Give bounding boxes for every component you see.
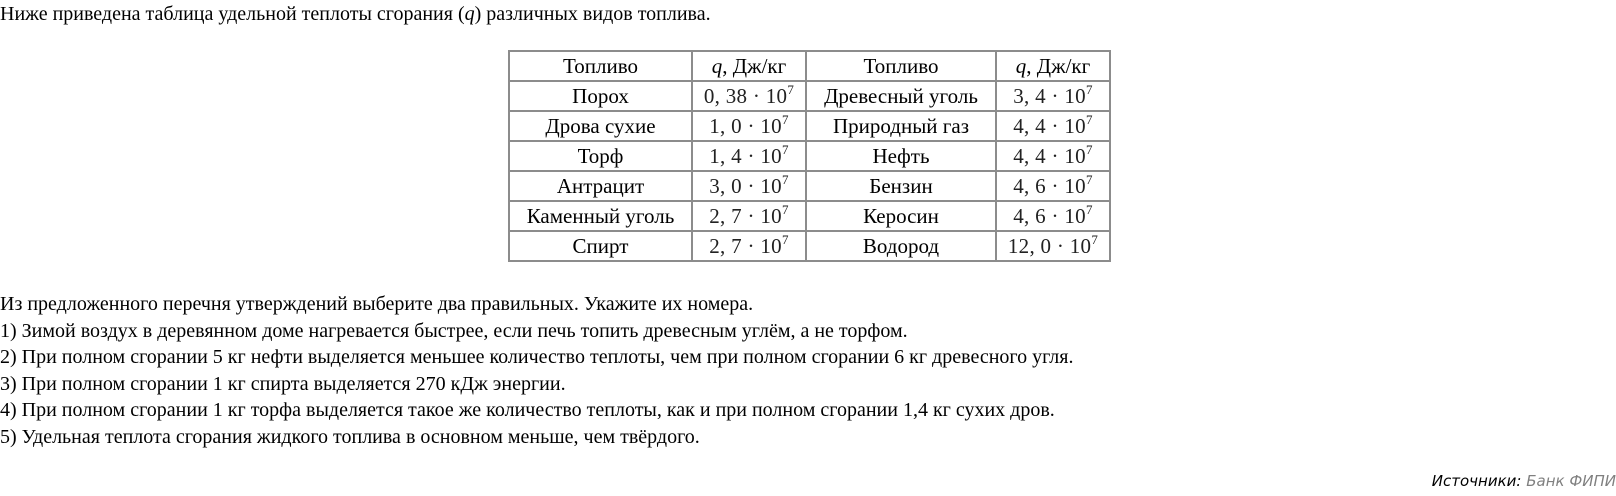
fuel-name: Нефть bbox=[806, 141, 996, 171]
q-value bbox=[692, 231, 806, 261]
q-value bbox=[692, 171, 806, 201]
q-value bbox=[996, 231, 1110, 261]
fuel-name: Природный газ bbox=[806, 111, 996, 141]
q-value bbox=[996, 171, 1110, 201]
q-value bbox=[692, 81, 806, 111]
statement-5: 5) Удельная теплота сгорания жидкого топлива в основном меньше, чем твёрдого. bbox=[0, 425, 700, 448]
fuel-name: Дрова сухие bbox=[509, 111, 692, 141]
task-block bbox=[0, 291, 1073, 451]
fuel-name: Керосин bbox=[806, 201, 996, 231]
q-value bbox=[692, 201, 806, 231]
q-exponent: 7 bbox=[781, 112, 789, 127]
table-row bbox=[509, 81, 1110, 111]
intro-before: Ниже приведена таблица удельной теплоты сгорания ( bbox=[0, 3, 465, 25]
q-mantissa: 4, 6 · 10 bbox=[1013, 204, 1086, 228]
q-unit: , Дж/кг bbox=[722, 54, 787, 78]
header-q-left bbox=[692, 51, 806, 81]
table-row bbox=[509, 111, 1110, 141]
q-value bbox=[692, 111, 806, 141]
q-symbol: q bbox=[711, 54, 723, 78]
q-exponent: 7 bbox=[781, 172, 789, 187]
table-row bbox=[509, 231, 1110, 261]
statement-2: 2) При полном сгорании 5 кг нефти выделяется меньшее количество теплоты, чем при полном сгорании 6 кг древесного угля. bbox=[0, 346, 1074, 369]
q-mantissa: 1, 0 · 10 bbox=[709, 114, 782, 138]
intro-text bbox=[0, 2, 711, 26]
table-row bbox=[509, 171, 1110, 201]
q-mantissa: 2, 7 · 10 bbox=[709, 234, 782, 258]
q-mantissa: 4, 4 · 10 bbox=[1013, 114, 1086, 138]
q-exponent: 7 bbox=[1085, 142, 1093, 157]
table-row bbox=[509, 141, 1110, 171]
q-symbol: q bbox=[464, 3, 475, 25]
table-header-row bbox=[509, 51, 1110, 81]
fuel-name: Каменный уголь bbox=[509, 201, 692, 231]
fuel-name: Порох bbox=[509, 81, 692, 111]
q-mantissa: 12, 0 · 10 bbox=[1007, 234, 1092, 258]
q-exponent: 7 bbox=[787, 82, 795, 97]
statement-1: 1) Зимой воздух в деревянном доме нагревается быстрее, если печь топить древесным углём, а не торфом. bbox=[0, 319, 908, 342]
q-exponent: 7 bbox=[1085, 202, 1093, 217]
q-exponent: 7 bbox=[781, 202, 789, 217]
q-mantissa: 3, 4 · 10 bbox=[1013, 84, 1086, 108]
source-label: Источники: bbox=[1431, 472, 1522, 490]
q-exponent: 7 bbox=[781, 232, 789, 247]
q-mantissa: 1, 4 · 10 bbox=[709, 144, 782, 168]
q-symbol: q bbox=[1015, 54, 1027, 78]
q-mantissa: 2, 7 · 10 bbox=[709, 204, 782, 228]
source-link[interactable]: Банк ФИПИ bbox=[1526, 472, 1616, 490]
q-exponent: 7 bbox=[1085, 112, 1093, 127]
q-mantissa: 4, 4 · 10 bbox=[1013, 144, 1086, 168]
q-value bbox=[692, 141, 806, 171]
q-exponent: 7 bbox=[781, 142, 789, 157]
table-row bbox=[509, 201, 1110, 231]
fuel-name: Торф bbox=[509, 141, 692, 171]
fuel-heat-table bbox=[508, 50, 1111, 262]
q-exponent: 7 bbox=[1085, 172, 1093, 187]
header-fuel-right: Топливо bbox=[806, 51, 996, 81]
q-mantissa: 0, 38 · 10 bbox=[703, 84, 788, 108]
q-value bbox=[996, 201, 1110, 231]
header-fuel-left: Топливо bbox=[509, 51, 692, 81]
source-attribution bbox=[1432, 472, 1616, 490]
q-value bbox=[996, 141, 1110, 171]
q-unit: , Дж/кг bbox=[1026, 54, 1091, 78]
fuel-name: Древесный уголь bbox=[806, 81, 996, 111]
q-mantissa: 4, 6 · 10 bbox=[1013, 174, 1086, 198]
q-value bbox=[996, 81, 1110, 111]
task-prompt: Из предложенного перечня утверждений выберите два правильных. Укажите их номера. bbox=[0, 293, 754, 315]
fuel-name: Бензин bbox=[806, 171, 996, 201]
fuel-name: Спирт bbox=[509, 231, 692, 261]
statement-3: 3) При полном сгорании 1 кг спирта выделяется 270 кДж энергии. bbox=[0, 372, 566, 395]
q-value bbox=[996, 111, 1110, 141]
fuel-name: Антрацит bbox=[509, 171, 692, 201]
q-exponent: 7 bbox=[1085, 82, 1093, 97]
fuel-name: Водород bbox=[806, 231, 996, 261]
header-q-right bbox=[996, 51, 1110, 81]
q-exponent: 7 bbox=[1091, 232, 1099, 247]
intro-after: ) различных видов топлива. bbox=[474, 3, 711, 25]
q-mantissa: 3, 0 · 10 bbox=[709, 174, 782, 198]
statement-4: 4) При полном сгорании 1 кг торфа выделяется такое же количество теплоты, как и при полном сгорании 1,4 кг сухих дров. bbox=[0, 399, 1055, 422]
